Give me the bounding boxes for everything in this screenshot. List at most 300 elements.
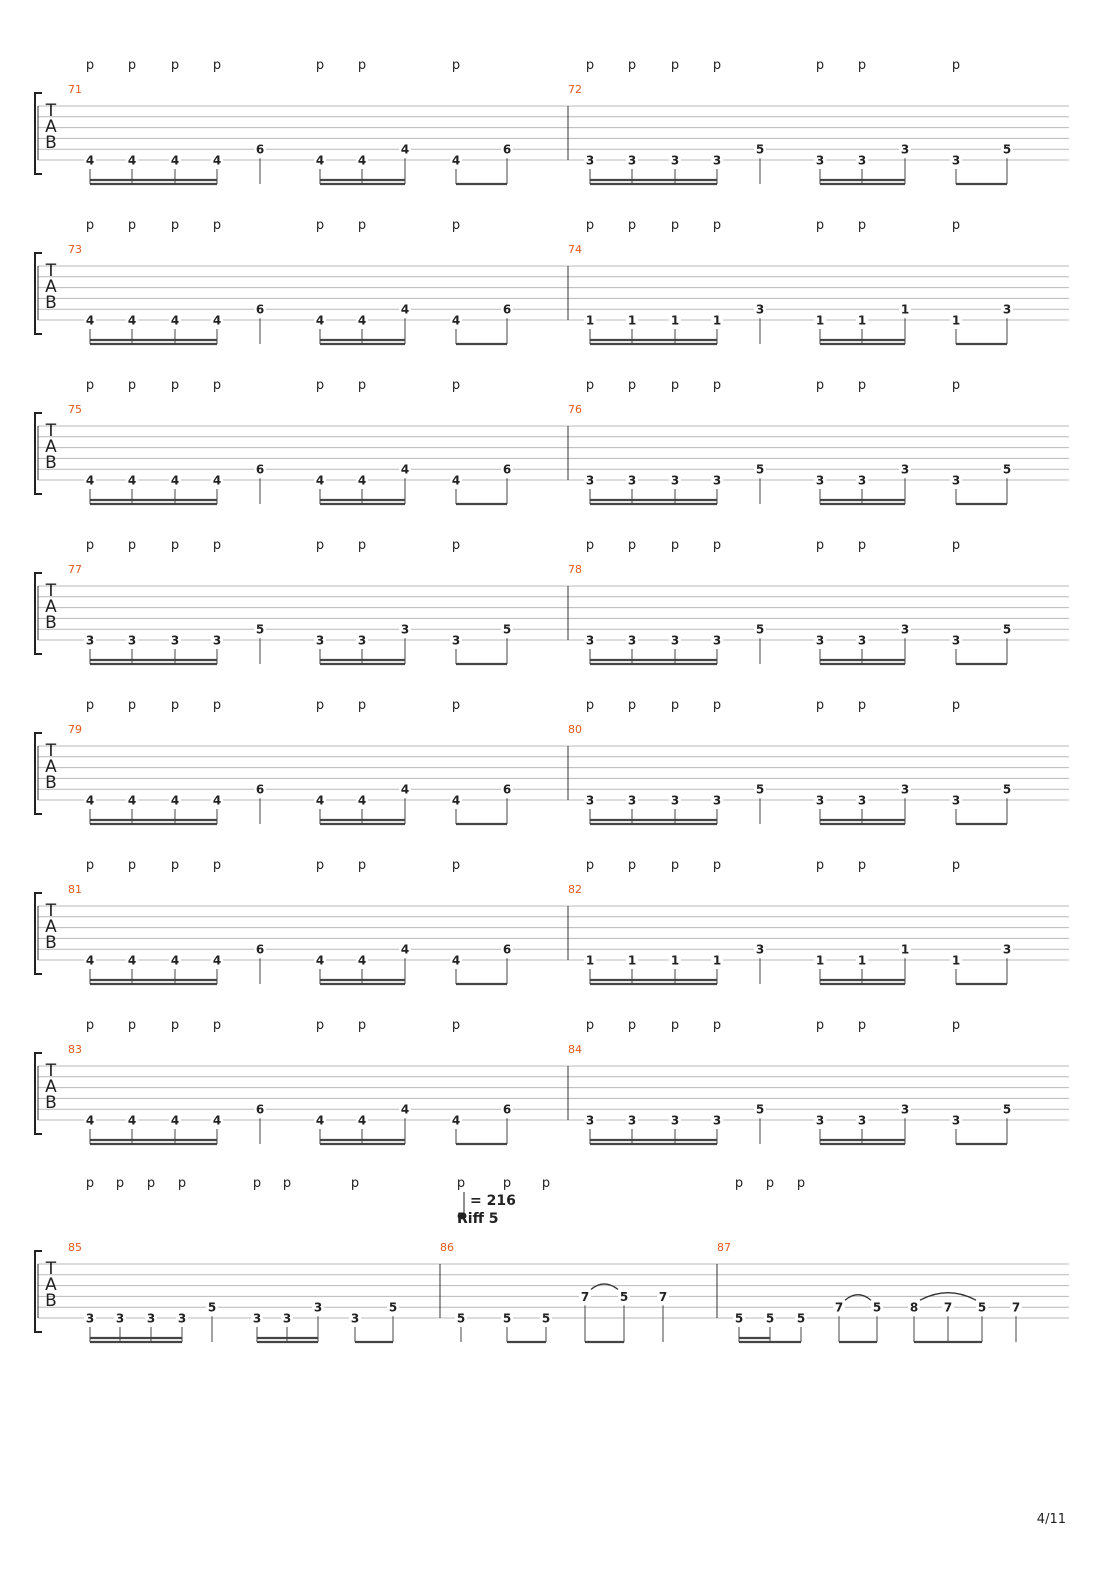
- fret-number: 4: [315, 1113, 325, 1128]
- fret-number: 1: [712, 953, 722, 968]
- fret-number: 5: [1002, 622, 1012, 637]
- fret-number: 3: [315, 633, 325, 648]
- fret-number: 4: [451, 1113, 461, 1128]
- palm-mute-mark: p: [315, 1018, 325, 1033]
- palm-mute-mark: p: [127, 218, 137, 233]
- fret-number: 6: [502, 1102, 512, 1117]
- fret-number: 5: [1002, 1102, 1012, 1117]
- fret-number: 1: [951, 313, 961, 328]
- palm-mute-mark: p: [170, 1018, 180, 1033]
- measure-number: 81: [68, 883, 82, 896]
- fret-number: 1: [585, 313, 595, 328]
- fret-number: 6: [502, 782, 512, 797]
- fret-number: 3: [627, 793, 637, 808]
- palm-mute-mark: p: [765, 1176, 775, 1191]
- fret-number: 3: [900, 1102, 910, 1117]
- palm-mute-mark: p: [502, 1176, 512, 1191]
- fret-number: 6: [255, 462, 265, 477]
- palm-mute-mark: p: [252, 1176, 262, 1191]
- fret-number: 3: [815, 793, 825, 808]
- tab-system-5: [35, 698, 1069, 824]
- fret-number: 3: [712, 1113, 722, 1128]
- measure-number: 82: [568, 883, 582, 896]
- fret-number: 3: [900, 142, 910, 157]
- fret-number: 3: [815, 153, 825, 168]
- tab-clef-letter: T: [45, 421, 57, 441]
- palm-mute-mark: p: [815, 538, 825, 553]
- fret-number: 5: [1002, 462, 1012, 477]
- fret-number: 4: [357, 793, 367, 808]
- fret-number: 4: [315, 313, 325, 328]
- fret-number: 4: [451, 153, 461, 168]
- palm-mute-mark: p: [712, 1018, 722, 1033]
- fret-number: 4: [400, 302, 410, 317]
- palm-mute-mark: p: [315, 378, 325, 393]
- fret-number: 3: [712, 633, 722, 648]
- fret-number: 3: [900, 782, 910, 797]
- measure-number: 84: [568, 1043, 582, 1056]
- palm-mute-mark: p: [627, 58, 637, 73]
- fret-number: 3: [627, 633, 637, 648]
- fret-number: 4: [451, 473, 461, 488]
- palm-mute-mark: p: [127, 858, 137, 873]
- palm-mute-mark: p: [170, 858, 180, 873]
- fret-number: 1: [815, 953, 825, 968]
- fret-number: 5: [207, 1300, 217, 1315]
- palm-mute-mark: p: [127, 58, 137, 73]
- palm-mute-mark: p: [85, 218, 95, 233]
- tab-clef-letter: A: [45, 277, 57, 297]
- tab-clef-letter: T: [45, 901, 57, 921]
- fret-number: 3: [282, 1311, 292, 1326]
- fret-number: 4: [357, 153, 367, 168]
- palm-mute-mark: p: [670, 858, 680, 873]
- fret-number: 8: [909, 1300, 919, 1315]
- tab-clef-letter: T: [45, 1061, 57, 1081]
- fret-number: 3: [170, 633, 180, 648]
- fret-number: 3: [670, 473, 680, 488]
- palm-mute-mark: p: [951, 698, 961, 713]
- fret-number: 1: [712, 313, 722, 328]
- fret-number: 3: [400, 622, 410, 637]
- fret-number: 4: [212, 793, 222, 808]
- palm-mute-mark: p: [451, 1018, 461, 1033]
- fret-number: 4: [315, 953, 325, 968]
- fret-number: 7: [1011, 1300, 1021, 1315]
- fret-number: 4: [357, 473, 367, 488]
- fret-number: 5: [456, 1311, 466, 1326]
- tab-system-6: [35, 858, 1069, 984]
- fret-number: 6: [502, 142, 512, 157]
- fret-number: 5: [977, 1300, 987, 1315]
- fret-number: 1: [585, 953, 595, 968]
- palm-mute-mark: p: [627, 538, 637, 553]
- tab-clef-letter: A: [45, 1077, 57, 1097]
- fret-number: 3: [627, 153, 637, 168]
- fret-number: 7: [834, 1300, 844, 1315]
- palm-mute-mark: p: [951, 1018, 961, 1033]
- tab-clef-letter: T: [45, 261, 57, 281]
- palm-mute-mark: p: [212, 858, 222, 873]
- palm-mute-mark: p: [670, 538, 680, 553]
- fret-number: 5: [502, 1311, 512, 1326]
- fret-number: 3: [951, 1113, 961, 1128]
- palm-mute-mark: p: [85, 1176, 95, 1191]
- fret-number: 1: [857, 953, 867, 968]
- measure-number: 75: [68, 403, 82, 416]
- fret-number: 3: [857, 153, 867, 168]
- palm-mute-mark: p: [85, 58, 95, 73]
- fret-number: 3: [670, 1113, 680, 1128]
- palm-mute-mark: p: [212, 218, 222, 233]
- tab-system-2: [35, 218, 1069, 344]
- slur-arc: [591, 1284, 618, 1290]
- fret-number: 4: [170, 153, 180, 168]
- palm-mute-mark: p: [815, 218, 825, 233]
- tab-system-8: [35, 1176, 1069, 1342]
- fret-number: 6: [255, 302, 265, 317]
- palm-mute-mark: p: [127, 378, 137, 393]
- tab-clef-letter: B: [45, 1291, 57, 1311]
- fret-number: 4: [357, 313, 367, 328]
- palm-mute-mark: p: [170, 378, 180, 393]
- tab-clef-letter: A: [45, 117, 57, 137]
- fret-number: 4: [170, 793, 180, 808]
- fret-number: 3: [900, 462, 910, 477]
- tab-clef-letter: A: [45, 757, 57, 777]
- fret-number: 3: [585, 793, 595, 808]
- palm-mute-mark: p: [212, 698, 222, 713]
- fret-number: 6: [255, 942, 265, 957]
- palm-mute-mark: p: [670, 378, 680, 393]
- fret-number: 4: [357, 953, 367, 968]
- palm-mute-mark: p: [857, 858, 867, 873]
- palm-mute-mark: p: [315, 858, 325, 873]
- fret-number: 3: [951, 473, 961, 488]
- palm-mute-mark: p: [712, 858, 722, 873]
- palm-mute-mark: p: [212, 58, 222, 73]
- fret-number: 5: [255, 622, 265, 637]
- fret-number: 4: [85, 1113, 95, 1128]
- fret-number: 5: [1002, 142, 1012, 157]
- fret-number: 3: [815, 633, 825, 648]
- fret-number: 4: [400, 782, 410, 797]
- measure-number: 77: [68, 563, 82, 576]
- palm-mute-mark: p: [857, 698, 867, 713]
- fret-number: 4: [315, 473, 325, 488]
- palm-mute-mark: p: [951, 378, 961, 393]
- palm-mute-mark: p: [115, 1176, 125, 1191]
- fret-number: 3: [1002, 942, 1012, 957]
- palm-mute-mark: p: [127, 698, 137, 713]
- fret-number: 4: [170, 1113, 180, 1128]
- fret-number: 5: [388, 1300, 398, 1315]
- fret-number: 6: [255, 782, 265, 797]
- tab-clef-letter: A: [45, 597, 57, 617]
- palm-mute-mark: p: [85, 858, 95, 873]
- palm-mute-mark: p: [127, 1018, 137, 1033]
- fret-number: 4: [400, 942, 410, 957]
- measure-number: 86: [440, 1241, 454, 1254]
- fret-number: 4: [127, 313, 137, 328]
- tab-clef-letter: B: [45, 933, 57, 953]
- fret-number: 5: [755, 142, 765, 157]
- fret-number: 7: [658, 1289, 668, 1304]
- palm-mute-mark: p: [451, 698, 461, 713]
- fret-number: 6: [502, 942, 512, 957]
- fret-number: 3: [712, 473, 722, 488]
- fret-number: 3: [252, 1311, 262, 1326]
- section-label: Riff 5: [457, 1211, 499, 1227]
- tab-clef-letter: B: [45, 293, 57, 313]
- fret-number: 4: [85, 793, 95, 808]
- fret-number: 4: [170, 473, 180, 488]
- palm-mute-mark: p: [857, 538, 867, 553]
- fret-number: 3: [357, 633, 367, 648]
- palm-mute-mark: p: [541, 1176, 551, 1191]
- fret-number: 4: [127, 153, 137, 168]
- fret-number: 4: [451, 953, 461, 968]
- palm-mute-mark: p: [627, 698, 637, 713]
- fret-number: 1: [627, 953, 637, 968]
- fret-number: 4: [212, 1113, 222, 1128]
- fret-number: 4: [170, 313, 180, 328]
- measure-number: 78: [568, 563, 582, 576]
- fret-number: 4: [85, 953, 95, 968]
- palm-mute-mark: p: [815, 58, 825, 73]
- fret-number: 3: [815, 1113, 825, 1128]
- palm-mute-mark: p: [712, 378, 722, 393]
- fret-number: 3: [951, 153, 961, 168]
- measure-number: 83: [68, 1043, 82, 1056]
- fret-number: 5: [755, 782, 765, 797]
- fret-number: 4: [357, 1113, 367, 1128]
- fret-number: 3: [815, 473, 825, 488]
- fret-number: 1: [857, 313, 867, 328]
- measure-number: 79: [68, 723, 82, 736]
- measure-number: 71: [68, 83, 82, 96]
- fret-number: 4: [212, 473, 222, 488]
- fret-number: 3: [313, 1300, 323, 1315]
- fret-number: 7: [580, 1289, 590, 1304]
- fret-number: 1: [900, 302, 910, 317]
- palm-mute-mark: p: [357, 858, 367, 873]
- fret-number: 3: [585, 633, 595, 648]
- tab-clef-letter: A: [45, 917, 57, 937]
- fret-number: 3: [85, 1311, 95, 1326]
- fret-number: 3: [951, 633, 961, 648]
- palm-mute-mark: p: [815, 1018, 825, 1033]
- fret-number: 7: [943, 1300, 953, 1315]
- fret-number: 3: [127, 633, 137, 648]
- palm-mute-mark: p: [712, 218, 722, 233]
- page-number: 4/11: [1036, 1512, 1066, 1527]
- fret-number: 3: [585, 1113, 595, 1128]
- fret-number: 4: [212, 953, 222, 968]
- palm-mute-mark: p: [951, 538, 961, 553]
- fret-number: 6: [255, 1102, 265, 1117]
- fret-number: 3: [212, 633, 222, 648]
- palm-mute-mark: p: [357, 538, 367, 553]
- fret-number: 3: [585, 153, 595, 168]
- fret-number: 1: [900, 942, 910, 957]
- palm-mute-mark: p: [212, 538, 222, 553]
- palm-mute-mark: p: [85, 538, 95, 553]
- fret-number: 3: [177, 1311, 187, 1326]
- tab-clef-letter: A: [45, 1275, 57, 1295]
- palm-mute-mark: p: [350, 1176, 360, 1191]
- measure-number: 72: [568, 83, 582, 96]
- fret-number: 4: [451, 313, 461, 328]
- fret-number: 4: [127, 1113, 137, 1128]
- fret-number: 6: [255, 142, 265, 157]
- fret-number: 5: [541, 1311, 551, 1326]
- measure-number: 73: [68, 243, 82, 256]
- palm-mute-mark: p: [177, 1176, 187, 1191]
- palm-mute-mark: p: [627, 1018, 637, 1033]
- fret-number: 1: [627, 313, 637, 328]
- palm-mute-mark: p: [815, 858, 825, 873]
- palm-mute-mark: p: [585, 1018, 595, 1033]
- fret-number: 5: [765, 1311, 775, 1326]
- fret-number: 3: [1002, 302, 1012, 317]
- fret-number: 3: [857, 793, 867, 808]
- fret-number: 3: [951, 793, 961, 808]
- tab-clef-letter: T: [45, 581, 57, 601]
- fret-number: 5: [1002, 782, 1012, 797]
- palm-mute-mark: p: [857, 378, 867, 393]
- palm-mute-mark: p: [212, 1018, 222, 1033]
- slur-arc: [845, 1295, 871, 1301]
- palm-mute-mark: p: [627, 378, 637, 393]
- palm-mute-mark: p: [85, 378, 95, 393]
- palm-mute-mark: p: [282, 1176, 292, 1191]
- palm-mute-mark: p: [585, 218, 595, 233]
- fret-number: 4: [127, 473, 137, 488]
- palm-mute-mark: p: [670, 1018, 680, 1033]
- measure-number: 80: [568, 723, 582, 736]
- fret-number: 4: [400, 462, 410, 477]
- palm-mute-mark: p: [456, 1176, 466, 1191]
- palm-mute-mark: p: [734, 1176, 744, 1191]
- tab-clef-letter: B: [45, 1093, 57, 1113]
- tempo-value: = 216: [470, 1193, 516, 1209]
- fret-number: 3: [755, 942, 765, 957]
- palm-mute-mark: p: [170, 698, 180, 713]
- fret-number: 3: [670, 633, 680, 648]
- palm-mute-mark: p: [357, 698, 367, 713]
- palm-mute-mark: p: [815, 698, 825, 713]
- fret-number: 1: [815, 313, 825, 328]
- palm-mute-mark: p: [857, 218, 867, 233]
- palm-mute-mark: p: [315, 698, 325, 713]
- tab-system-3: [35, 378, 1069, 504]
- palm-mute-mark: p: [170, 58, 180, 73]
- fret-number: 1: [670, 313, 680, 328]
- palm-mute-mark: p: [585, 858, 595, 873]
- palm-mute-mark: p: [315, 218, 325, 233]
- tab-system-1: [35, 58, 1069, 184]
- fret-number: 3: [712, 153, 722, 168]
- fret-number: 5: [755, 622, 765, 637]
- fret-number: 3: [146, 1311, 156, 1326]
- palm-mute-mark: p: [451, 858, 461, 873]
- tab-clef-letter: B: [45, 133, 57, 153]
- fret-number: 4: [212, 153, 222, 168]
- palm-mute-mark: p: [712, 538, 722, 553]
- fret-number: 4: [315, 793, 325, 808]
- tab-clef-letter: T: [45, 101, 57, 121]
- palm-mute-mark: p: [127, 538, 137, 553]
- fret-number: 3: [670, 793, 680, 808]
- fret-number: 4: [85, 153, 95, 168]
- palm-mute-mark: p: [212, 378, 222, 393]
- fret-number: 5: [502, 622, 512, 637]
- palm-mute-mark: p: [451, 378, 461, 393]
- palm-mute-mark: p: [670, 58, 680, 73]
- palm-mute-mark: p: [146, 1176, 156, 1191]
- measure-number: 76: [568, 403, 582, 416]
- palm-mute-mark: p: [357, 1018, 367, 1033]
- fret-number: 5: [619, 1289, 629, 1304]
- fret-number: 4: [315, 153, 325, 168]
- palm-mute-mark: p: [85, 1018, 95, 1033]
- palm-mute-mark: p: [857, 1018, 867, 1033]
- measure-number: 87: [717, 1241, 731, 1254]
- fret-number: 5: [796, 1311, 806, 1326]
- palm-mute-mark: p: [951, 858, 961, 873]
- fret-number: 5: [734, 1311, 744, 1326]
- fret-number: 1: [670, 953, 680, 968]
- palm-mute-mark: p: [951, 218, 961, 233]
- fret-number: 1: [951, 953, 961, 968]
- palm-mute-mark: p: [357, 218, 367, 233]
- fret-number: 5: [755, 1102, 765, 1117]
- palm-mute-mark: p: [357, 58, 367, 73]
- fret-number: 4: [400, 142, 410, 157]
- fret-number: 6: [502, 462, 512, 477]
- palm-mute-mark: p: [712, 698, 722, 713]
- palm-mute-mark: p: [315, 58, 325, 73]
- fret-number: 4: [127, 793, 137, 808]
- palm-mute-mark: p: [627, 858, 637, 873]
- fret-number: 3: [350, 1311, 360, 1326]
- fret-number: 3: [85, 633, 95, 648]
- tab-clef-letter: B: [45, 773, 57, 793]
- fret-number: 4: [212, 313, 222, 328]
- palm-mute-mark: p: [85, 698, 95, 713]
- fret-number: 4: [451, 793, 461, 808]
- fret-number: 4: [85, 473, 95, 488]
- palm-mute-mark: p: [357, 378, 367, 393]
- palm-mute-mark: p: [951, 58, 961, 73]
- palm-mute-mark: p: [627, 218, 637, 233]
- fret-number: 3: [670, 153, 680, 168]
- palm-mute-mark: p: [670, 698, 680, 713]
- fret-number: 4: [400, 1102, 410, 1117]
- fret-number: 3: [857, 1113, 867, 1128]
- palm-mute-mark: p: [451, 538, 461, 553]
- fret-number: 5: [872, 1300, 882, 1315]
- fret-number: 3: [712, 793, 722, 808]
- tab-clef-letter: B: [45, 613, 57, 633]
- fret-number: 3: [451, 633, 461, 648]
- fret-number: 3: [115, 1311, 125, 1326]
- palm-mute-mark: p: [315, 538, 325, 553]
- palm-mute-mark: p: [857, 58, 867, 73]
- palm-mute-mark: p: [670, 218, 680, 233]
- palm-mute-mark: p: [712, 58, 722, 73]
